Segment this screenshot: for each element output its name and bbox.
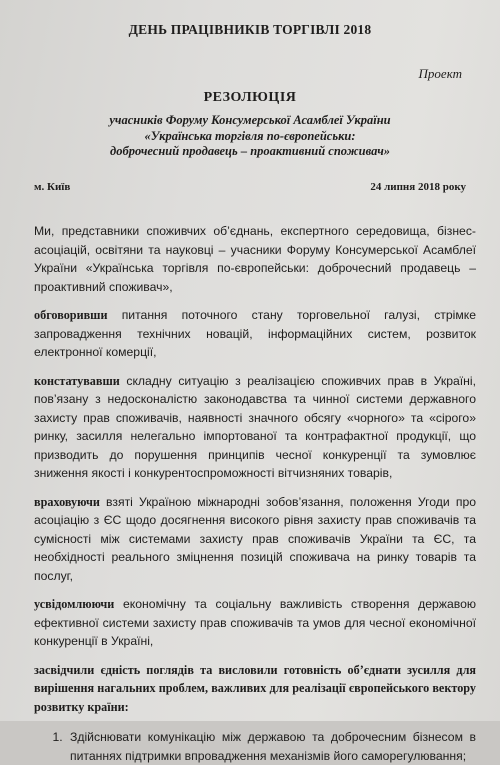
subtitle-line: учасників Форуму Консумерської Асамблеї України <box>109 113 391 127</box>
clause-paragraph <box>34 493 476 586</box>
clause-paragraph <box>34 306 476 362</box>
resolution-list <box>34 728 476 765</box>
document-title: РЕЗОЛЮЦІЯ <box>203 90 297 105</box>
clause-lead: усвідомлюючи <box>34 597 115 611</box>
clause-text: економічну та соціальну важливість створення державою ефективної системи захисту прав споживачів та умов для чесної економічної конкуренції в Україні, <box>34 597 476 648</box>
clause-lead: обговоривши <box>34 308 108 322</box>
resolution-statement: засвідчили єдність поглядів та висловили готовність об’єднати зусилля для вирішення нагальних проблем, важливих для реалізації європейського вектору розвитку країни: <box>34 662 476 714</box>
clause-text: взяті Україною міжнародні зобов’язання, положення Угоди про асоціацію з ЄС щодо досягнення високого рівня захисту прав споживачів та сумісності між системами захисту прав споживачів України та ЄС, та необхідності реального зміцнення позицій споживача на ринку товарів та послуг, <box>34 494 476 583</box>
document-subtitle <box>0 113 500 160</box>
draft-label: Проект <box>418 66 462 81</box>
place-date-row <box>34 181 466 193</box>
clause-text: питання поточного стану торговельної галузі, стрімке запровадження технічних новацій, інформаційних систем, розвиток електронної комерції, <box>34 308 476 359</box>
date-label: 24 липня 2018 року <box>370 181 466 193</box>
clause-lead: враховуючи <box>34 494 100 509</box>
clause-paragraph <box>34 595 476 651</box>
clause-lead: констатувавши <box>34 373 120 388</box>
event-title: ДЕНЬ ПРАЦІВНИКІВ ТОРГІВЛІ 2018 <box>128 22 372 37</box>
intro-paragraph: Ми, представники споживчих об’єднань, експертного середовища, бізнес-асоціацій, освітяни та науковці – учасники Форуму Консумерської Асамблеї України «Українська торгівля по-європейськи: доброчесний продавець – проактивний споживач», <box>34 224 476 294</box>
clause-paragraph <box>34 372 476 483</box>
list-item: 1. Здійснювати комунікацію між державою та доброчесним бізнесом в питаннях підтримки впровадження механізмів його саморегулювання; <box>66 728 476 765</box>
subtitle-line: «Українська торгівля по-європейськи: <box>144 128 356 143</box>
clause-text: складну ситуацію з реалізацією споживчих прав в Україні, пов’язану з недосконалістю законодавства та чинної системи державного захисту прав споживачів, наявності значного обсягу «чорного» та «сірого» ринку, засилля нелегально імпортованої та контрафактної продукції, що призводить до порушення принципів чесної конкуренції та зумовлює зниження якості і конкурентоспроможності вітчизняних товарів, <box>34 373 476 480</box>
subtitle-line: доброчесний продавець – проактивний споживач» <box>110 144 390 158</box>
city-label: м. Київ <box>34 181 71 193</box>
resolution-body <box>34 222 476 765</box>
